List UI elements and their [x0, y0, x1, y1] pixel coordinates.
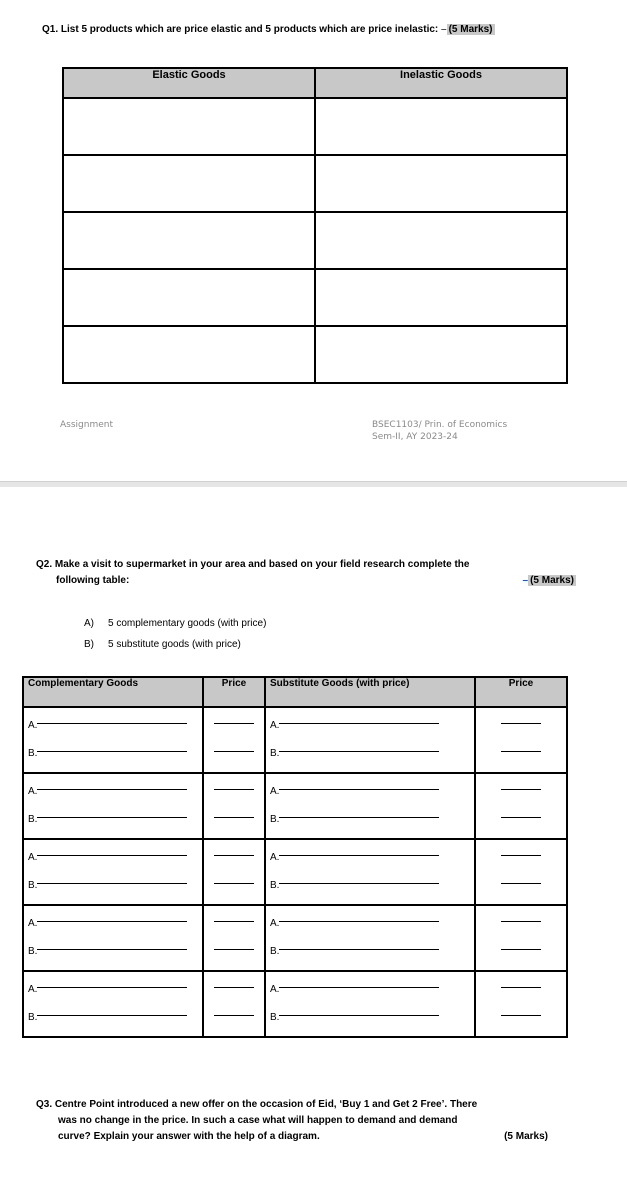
q2-item-a: [84, 616, 266, 632]
substitute-b-field[interactable]: [270, 938, 470, 966]
price-a-field[interactable]: [480, 712, 562, 740]
price-cell: [475, 773, 567, 839]
table-header-row: [23, 677, 567, 707]
substitute-a-field[interactable]: [270, 976, 470, 1004]
inelastic-cell[interactable]: [315, 98, 567, 155]
complementary-b-field[interactable]: [28, 1004, 198, 1032]
q2-line1: Q2. Make a visit to supermarket in your area and based on your field research complete the: [36, 559, 470, 570]
price-a-field[interactable]: [480, 976, 562, 1004]
table-row: [23, 971, 567, 1037]
goods-price-table: [22, 676, 568, 1038]
footer-course: BSEC1103/ Prin. of Economics: [372, 420, 508, 430]
substitute-a-field[interactable]: [270, 778, 470, 806]
table-row: [23, 773, 567, 839]
complementary-cell: [23, 839, 203, 905]
row-label: B.: [28, 814, 38, 825]
elastic-cell[interactable]: [63, 155, 315, 212]
inelastic-cell[interactable]: [315, 326, 567, 383]
row-label: A.: [28, 720, 38, 731]
q2-item-b: [84, 637, 241, 653]
q2-marks: (5 Marks): [530, 575, 574, 586]
row-label: A.: [270, 720, 280, 731]
complementary-cell: [23, 773, 203, 839]
q3-line2: was no change in the price. In such a case what will happen to demand and demand: [58, 1115, 458, 1126]
substitute-b-field[interactable]: [270, 1004, 470, 1032]
price-cell: [203, 839, 265, 905]
elastic-cell[interactable]: [63, 326, 315, 383]
row-label: B.: [270, 880, 280, 891]
elastic-inelastic-table: [62, 67, 568, 384]
substitute-cell: [265, 707, 475, 773]
row-label: A.: [270, 852, 280, 863]
substitute-cell: [265, 905, 475, 971]
substitute-b-field[interactable]: [270, 806, 470, 834]
header-substitute: Substitute Goods (with price): [265, 677, 475, 707]
price-a-field[interactable]: [208, 910, 260, 938]
q3-question: [36, 1097, 550, 1145]
q1-question: [42, 22, 622, 38]
footer-semester: Sem-II, AY 2023-24: [372, 432, 458, 442]
price-a-field[interactable]: [480, 910, 562, 938]
inelastic-cell[interactable]: [315, 155, 567, 212]
complementary-a-field[interactable]: [28, 976, 198, 1004]
price-a-field[interactable]: [208, 778, 260, 806]
price-b-field[interactable]: [480, 740, 562, 768]
item-label: B): [84, 639, 94, 650]
price-b-field[interactable]: [480, 1004, 562, 1032]
row-label: B.: [270, 946, 280, 957]
substitute-b-field[interactable]: [270, 740, 470, 768]
page-separator: [0, 481, 627, 487]
substitute-a-field[interactable]: [270, 910, 470, 938]
edit-mark-icon: –: [441, 24, 447, 35]
row-label: A.: [28, 918, 38, 929]
complementary-cell: [23, 905, 203, 971]
price-cell: [203, 773, 265, 839]
q3-line1: Q3. Centre Point introduced a new offer on the occasion of Eid, ‘Buy 1 and Get 2 Free’. There: [36, 1099, 478, 1110]
header-price: Price: [203, 677, 265, 707]
price-b-field[interactable]: [480, 938, 562, 966]
header-price: Price: [475, 677, 567, 707]
row-label: A.: [270, 918, 280, 929]
row-label: B.: [270, 748, 280, 759]
complementary-a-field[interactable]: [28, 778, 198, 806]
elastic-cell[interactable]: [63, 212, 315, 269]
price-cell: [203, 707, 265, 773]
price-a-field[interactable]: [208, 712, 260, 740]
q3-marks: (5 Marks): [504, 1131, 548, 1142]
substitute-b-field[interactable]: [270, 872, 470, 900]
price-cell: [475, 905, 567, 971]
row-label: B.: [28, 748, 38, 759]
price-b-field[interactable]: [208, 740, 260, 768]
complementary-cell: [23, 971, 203, 1037]
price-b-field[interactable]: [208, 872, 260, 900]
complementary-b-field[interactable]: [28, 806, 198, 834]
price-b-field[interactable]: [208, 1004, 260, 1032]
substitute-a-field[interactable]: [270, 712, 470, 740]
price-cell: [203, 971, 265, 1037]
row-label: B.: [28, 880, 38, 891]
price-b-field[interactable]: [208, 938, 260, 966]
q2-line2: following table:: [56, 575, 130, 586]
q2-question: [36, 557, 596, 589]
item-label: A): [84, 618, 94, 629]
complementary-b-field[interactable]: [28, 740, 198, 768]
table-row: [63, 326, 567, 383]
substitute-cell: [265, 839, 475, 905]
price-b-field[interactable]: [480, 806, 562, 834]
footer-left: Assignment: [60, 420, 113, 430]
q3-line3: curve? Explain your answer with the help of a diagram.: [58, 1131, 320, 1142]
price-a-field[interactable]: [208, 844, 260, 872]
elastic-cell[interactable]: [63, 98, 315, 155]
row-label: A.: [270, 786, 280, 797]
row-label: A.: [28, 852, 38, 863]
row-label: B.: [270, 1012, 280, 1023]
table-row: [23, 839, 567, 905]
table-row: [63, 98, 567, 155]
elastic-cell[interactable]: [63, 269, 315, 326]
row-label: A.: [28, 984, 38, 995]
price-cell: [475, 971, 567, 1037]
footer-right: [372, 419, 507, 443]
row-label: B.: [270, 814, 280, 825]
header-complementary: Complementary Goods: [23, 677, 203, 707]
table-row: [23, 905, 567, 971]
item-text: 5 substitute goods (with price): [108, 639, 241, 650]
row-label: A.: [270, 984, 280, 995]
edit-mark-icon: –: [522, 575, 529, 586]
price-a-field[interactable]: [480, 778, 562, 806]
table-row: [63, 155, 567, 212]
complementary-a-field[interactable]: [28, 712, 198, 740]
price-a-field[interactable]: [480, 844, 562, 872]
q1-text: Q1. List 5 products which are price elastic and 5 products which are price inelastic:: [42, 24, 439, 35]
substitute-a-field[interactable]: [270, 844, 470, 872]
price-cell: [203, 905, 265, 971]
inelastic-cell[interactable]: [315, 212, 567, 269]
price-cell: [475, 839, 567, 905]
row-label: A.: [28, 786, 38, 797]
complementary-b-field[interactable]: [28, 872, 198, 900]
substitute-cell: [265, 971, 475, 1037]
header-inelastic-goods: Inelastic Goods: [315, 68, 567, 98]
inelastic-cell[interactable]: [315, 269, 567, 326]
item-text: 5 complementary goods (with price): [108, 618, 267, 629]
header-elastic-goods: Elastic Goods: [63, 68, 315, 98]
substitute-cell: [265, 773, 475, 839]
price-a-field[interactable]: [208, 976, 260, 1004]
q1-marks: (5 Marks): [448, 24, 493, 35]
complementary-a-field[interactable]: [28, 910, 198, 938]
table-header-row: [63, 68, 567, 98]
table-row: [63, 212, 567, 269]
price-b-field[interactable]: [208, 806, 260, 834]
row-label: B.: [28, 1012, 38, 1023]
table-row: [63, 269, 567, 326]
complementary-b-field[interactable]: [28, 938, 198, 966]
price-cell: [475, 707, 567, 773]
table-row: [23, 707, 567, 773]
row-label: B.: [28, 946, 38, 957]
price-b-field[interactable]: [480, 872, 562, 900]
complementary-cell: [23, 707, 203, 773]
complementary-a-field[interactable]: [28, 844, 198, 872]
